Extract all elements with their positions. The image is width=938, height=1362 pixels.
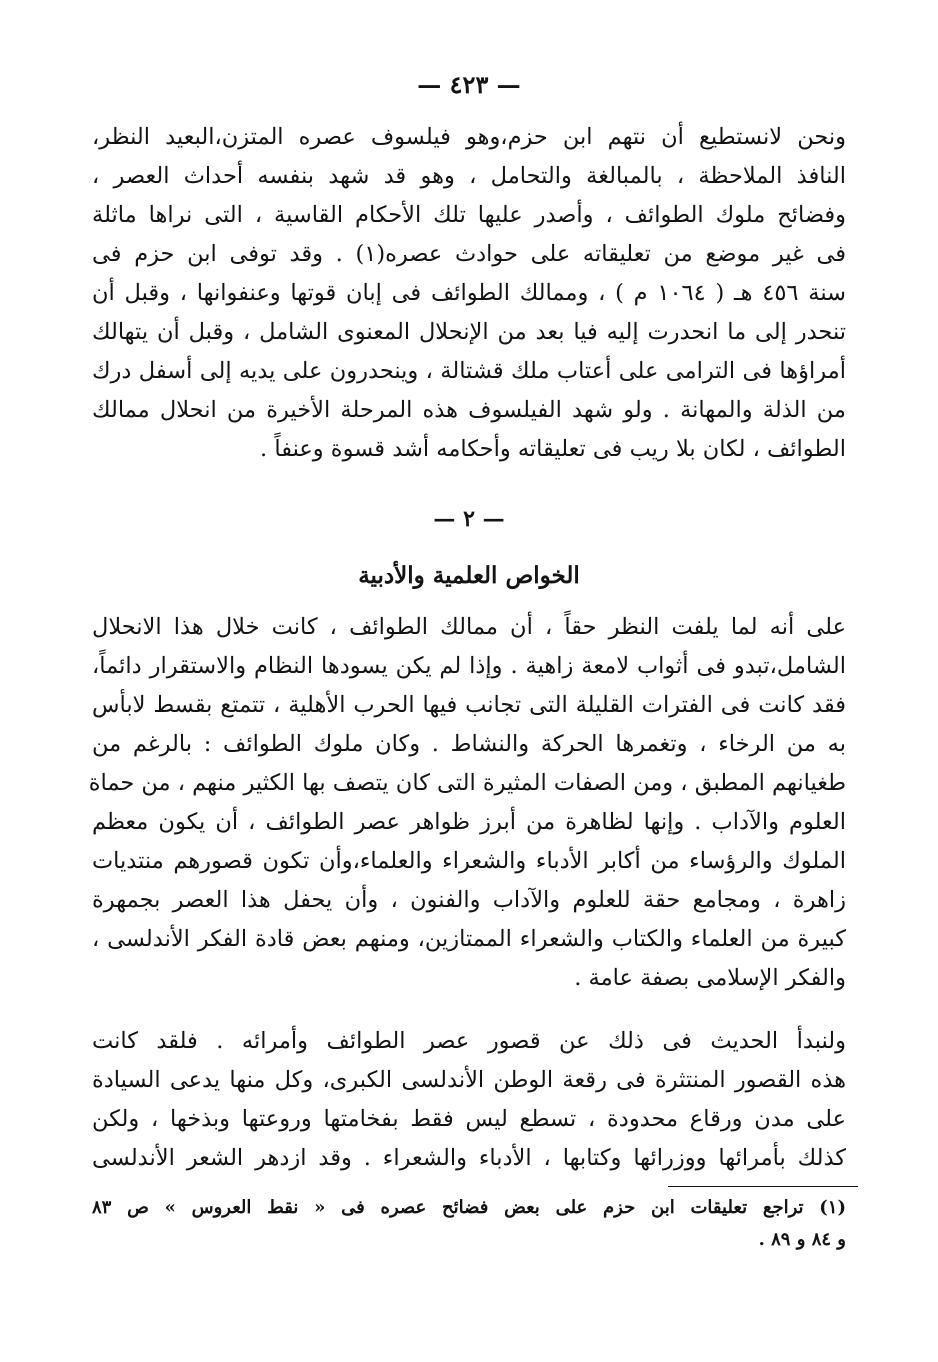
text-line: كذلك بأمرائها ووزرائها وكتابها ، الأدباء والشعراء . وقد ازدهر الشعر الأندلسى <box>92 1145 846 1171</box>
paragraph-1 <box>92 118 846 469</box>
text-line: هذه القصور المنتثرة فى رقعة الوطن الأندلسى الكبرى، وكل منها يدعى السيادة <box>92 1067 846 1093</box>
text-line: على مدن ورقاع محدودة ، تسطع ليس فقط بفخامتها وروعتها وبذخها ، ولكن <box>92 1106 846 1132</box>
text-line: الطوائف ، لكان بلا ريب فى تعليقاته وأحكامه أشد قسوة وعنفاً . <box>260 436 846 462</box>
text-line: والفكر الإسلامى بصفة عامة . <box>574 965 846 991</box>
paragraph-3 <box>92 1022 846 1178</box>
footnote-divider <box>668 1186 858 1187</box>
text-line: الملوك والرؤساء من أكابر الأدباء والشعراء والعلماء،وأن تكون قصورهم منتديات <box>92 848 846 874</box>
text-line: طغيانهم المطبق ، ومن الصفات المثيرة التى كان يتصف بها الكثير منهم ، من حماة <box>88 770 846 796</box>
text-line: ونحن لانستطيع أن نتهم ابن حزم،وهو فيلسوف عصره المتزن،البعيد النظر، <box>92 124 846 150</box>
text-line: أمراؤها فى الترامى على أعتاب ملك قشتالة ، وينحدرون على يديه إلى أسفل درك <box>92 358 846 384</box>
text-line: على أنه لما يلفت النظر حقاً ، أن ممالك الطوائف ، كانت خلال هذا الانحلال <box>92 614 846 640</box>
section-number: — ٢ — <box>433 506 505 532</box>
text-line: تنحدر إلى ما انحدرت إليه فيا بعد من الإنحلال المعنوى الشامل ، وقبل أن يتهالك <box>92 319 846 345</box>
text-line: النافذ الملاحظة ، بالمبالغة والتحامل ، وهو قد شهد بنفسه أحداث العصر ، <box>92 163 846 189</box>
text-line: به من الرخاء ، وتغمرها الحركة والنشاط . وكان ملوك الطوائف : بالرغم من <box>92 731 846 757</box>
text-line: سنة ٤٥٦ هـ ( ١٠٦٤ م ) ، وممالك الطوائف فى إبان قوتها وعنفوانها ، وقبل أن <box>92 280 847 306</box>
text-line: من الذلة والمهانة . ولو شهد الفيلسوف هذه المرحلة الأخيرة من انحلال ممالك <box>92 397 846 423</box>
paragraph-2 <box>88 608 846 998</box>
text-line: زاهرة ، ومجامع حقة للعلوم والآداب والفنون ، وأن يحفل هذا العصر بجمهرة <box>92 887 846 913</box>
text-line: الشامل،تبدو فى أثواب لامعة زاهية . وإذا لم يكن يسودها النظام والاستقرار دائماً، <box>92 653 846 679</box>
text-line: ولنبدأ الحديث فى ذلك عن قصور عصر الطوائف وأمرائه . فلقد كانت <box>92 1028 846 1054</box>
footnote <box>92 1192 846 1256</box>
text-line: وفضائح ملوك الطوائف ، وأصدر عليها تلك الأحكام القاسية ، التى نراها ماثلة <box>92 202 846 228</box>
text-line: فقد كانت فى الفترات القليلة التى تجانب فيها الحرب الأهلية ، تتمتع بقسط لابأس <box>92 692 846 718</box>
text-line: كبيرة من العلماء والكتاب والشعراء الممتازين، ومنهم بعض قادة الفكر الأندلسى ، <box>92 926 846 952</box>
text-line: فى غير موضع من تعليقاته على حوادث عصره(١) . وقد توفى ابن حزم فى <box>92 241 846 267</box>
footnote-line: (١) تراجع تعليقات ابن حزم على بعض فضائح عصره فى « نقط العروس » ص ٨٣ <box>92 1197 846 1218</box>
section-title: الخواص العلمية والأدبية <box>358 562 580 589</box>
page-number: — ٤٢٣ — <box>417 70 521 99</box>
footnote-line: و ٨٤ و ٨٩ . <box>758 1229 846 1250</box>
text-line: العلوم والآداب . وإنها لظاهرة من أبرز ظواهر عصر الطوائف ، أن يكون معظم <box>92 809 846 835</box>
